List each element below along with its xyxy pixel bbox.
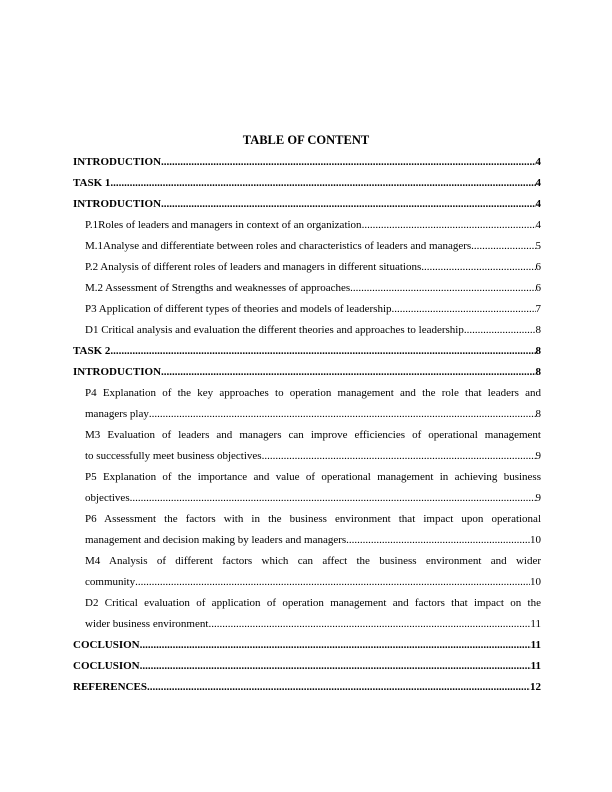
toc-entry[interactable] (73, 362, 541, 383)
toc-page-number: 9 (535, 450, 541, 462)
toc-entry-line2 (85, 530, 541, 551)
dot-leader (392, 299, 536, 320)
toc-entry-label: D1 Critical analysis and evaluation the different theories and approaches to leadership (85, 324, 464, 336)
toc-entry-label-line1: D2 Critical evaluation of application of operation management and factors that impact on the (85, 597, 541, 609)
toc-entry-label-line2: management and decision making by leaders and managers (85, 534, 347, 546)
toc-page-number: 11 (530, 618, 541, 630)
toc-entry-line2 (85, 614, 541, 635)
toc-page-number: 4 (535, 198, 541, 210)
dot-leader (350, 278, 535, 299)
toc-entry-label-line1: P5 Explanation of the importance and value of operational management in achieving business (85, 471, 541, 483)
toc-entry[interactable] (73, 635, 541, 656)
toc-entry[interactable] (73, 593, 541, 635)
toc-entry[interactable] (73, 467, 541, 509)
toc-entry-line2 (85, 488, 541, 509)
toc-page-number: 7 (535, 303, 541, 315)
toc-page-number: 8 (535, 324, 541, 336)
dot-leader (262, 446, 536, 467)
toc-entry-label-line1: P6 Assessment the factors with in the business environment that impact upon operational (85, 513, 541, 525)
toc-entry-label: TASK 2 (73, 345, 111, 357)
toc-entry[interactable] (73, 257, 541, 278)
toc-entry[interactable] (73, 215, 541, 236)
toc-page-number: 6 (535, 261, 541, 273)
toc-entry-line2 (85, 446, 541, 467)
toc-entry-label: INTRODUCTION (73, 366, 162, 378)
table-of-contents (73, 152, 541, 698)
toc-entry-label: COCLUSION (73, 639, 140, 651)
dot-leader (464, 320, 536, 341)
dot-leader (161, 194, 535, 215)
toc-entry-label: INTRODUCTION (73, 156, 162, 168)
dot-leader (140, 656, 531, 677)
toc-entry[interactable] (73, 173, 541, 194)
dot-leader (147, 677, 530, 698)
toc-entry[interactable] (73, 152, 541, 173)
toc-entry[interactable] (73, 425, 541, 467)
toc-entry-label-line1: M3 Evaluation of leaders and managers can improve efficiencies of operational management (85, 429, 541, 441)
toc-entry[interactable] (73, 383, 541, 425)
toc-entry-label: P.2 Analysis of different roles of leaders and managers in different situations (85, 261, 422, 273)
toc-entry-label-line2: wider business environment (85, 618, 209, 630)
toc-entry-label-line1: P4 Explanation of the key approaches to operation management and the role that leaders and (85, 387, 541, 399)
dot-leader (110, 173, 535, 194)
toc-entry[interactable] (73, 677, 541, 698)
dot-leader (471, 236, 535, 257)
toc-entry[interactable] (73, 551, 541, 593)
toc-entry-label: REFERENCES (73, 681, 147, 693)
dot-leader (140, 635, 531, 656)
dot-leader (161, 152, 535, 173)
toc-page-number: 9 (535, 492, 541, 504)
toc-entry-label-line2: objectives (85, 492, 130, 504)
toc-entry-label-line2: to successfully meet business objectives (85, 450, 262, 462)
toc-entry-line2 (85, 572, 541, 593)
toc-page-number: 4 (535, 219, 541, 231)
dot-leader (161, 362, 535, 383)
toc-entry[interactable] (73, 278, 541, 299)
toc-entry[interactable] (73, 656, 541, 677)
toc-page-number: 8 (535, 408, 541, 420)
toc-entry-label-line2: managers play (85, 408, 149, 420)
toc-page-number: 10 (530, 576, 541, 588)
toc-entry-label-line1: M4 Analysis of different factors which can affect the business environment and wider (85, 555, 541, 567)
toc-page-number: 12 (530, 681, 541, 693)
dot-leader (130, 488, 536, 509)
toc-entry-label: M.2 Assessment of Strengths and weaknesses of approaches (85, 282, 351, 294)
toc-page-number: 5 (535, 240, 541, 252)
toc-entry[interactable] (73, 320, 541, 341)
toc-entry[interactable] (73, 236, 541, 257)
toc-page-number: 4 (535, 156, 541, 168)
toc-entry-line2 (85, 404, 541, 425)
toc-page-number: 8 (535, 366, 541, 378)
toc-entry[interactable] (73, 509, 541, 551)
toc-title: TABLE OF CONTENT (242, 133, 370, 147)
dot-leader (346, 530, 530, 551)
dot-leader (421, 257, 535, 278)
dot-leader (135, 572, 530, 593)
toc-entry-label-line2: community (85, 576, 136, 588)
toc-entry-label: INTRODUCTION (73, 198, 162, 210)
dot-leader (110, 341, 535, 362)
toc-entry[interactable] (73, 194, 541, 215)
dot-leader (149, 404, 536, 425)
toc-page-number: 11 (530, 639, 541, 651)
dot-leader (208, 614, 530, 635)
dot-leader (362, 215, 536, 236)
toc-page-number: 4 (535, 177, 541, 189)
toc-page-number: 11 (530, 660, 541, 672)
toc-page-number: 8 (535, 345, 541, 357)
toc-page-number: 10 (530, 534, 541, 546)
toc-entry-label: M.1Analyse and differentiate between roles and characteristics of leaders and managers (85, 240, 472, 252)
toc-page-number: 6 (535, 282, 541, 294)
toc-entry-label: TASK 1 (73, 177, 111, 189)
toc-entry-label: COCLUSION (73, 660, 140, 672)
toc-entry[interactable] (73, 341, 541, 362)
toc-entry-label: P3 Application of different types of theories and models of leadership (85, 303, 392, 315)
toc-entry-label: P.1Roles of leaders and managers in context of an organization (85, 219, 362, 231)
toc-entry[interactable] (73, 299, 541, 320)
